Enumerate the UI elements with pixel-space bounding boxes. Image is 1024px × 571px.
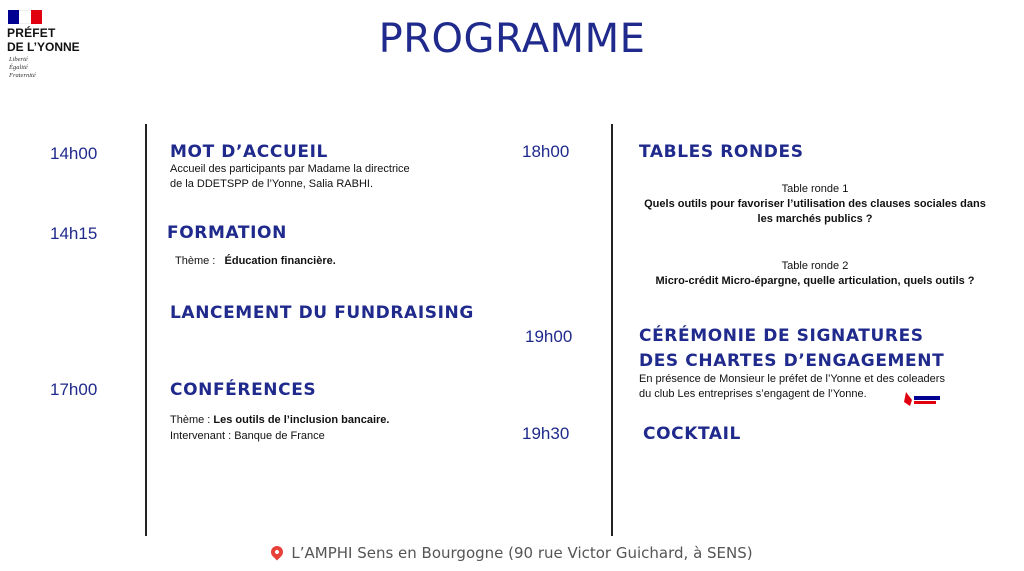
heading-ceremonie-2: DES CHARTES D’ENGAGEMENT [639, 351, 945, 371]
time-1900: 19h00 [525, 327, 573, 346]
heading-conferences: CONFÉRENCES [170, 380, 317, 400]
club-entreprises-logo [900, 388, 944, 410]
footer-location [0, 544, 1024, 562]
divider-right [611, 124, 613, 536]
theme-value: Les outils de l’inclusion bancaire. [213, 414, 390, 426]
time-1415: 14h15 [50, 224, 98, 243]
table2-title: Table ronde 2 [781, 260, 849, 272]
time-1700: 17h00 [50, 380, 98, 399]
theme-value: Éducation financière. [224, 255, 336, 267]
motto-fraternite: Fraternité [9, 72, 36, 79]
heading-fundraising: LANCEMENT DU FUNDRAISING [170, 303, 474, 323]
heading-cocktail: COCKTAIL [643, 424, 741, 444]
ceremonie-desc-1: En présence de Monsieur le préfet de l’Yonne et des coleaders [639, 373, 945, 385]
map-pin-icon [269, 544, 286, 561]
logo-de-lyonne: DE L’YONNE [7, 40, 80, 54]
conferences-theme [170, 413, 389, 428]
page-title: PROGRAMME [378, 16, 646, 62]
logo-prefet: PRÉFET [7, 26, 56, 40]
table-ronde-2 [628, 259, 1002, 289]
time-1800: 18h00 [522, 142, 570, 161]
location-text: L’AMPHI Sens en Bourgogne (90 rue Victor Guichard, à SENS) [291, 544, 753, 562]
table1-line2: les marchés publics ? [757, 213, 873, 225]
speaker-value: Banque de France [234, 430, 325, 442]
speaker-label: Intervenant : [170, 430, 232, 442]
heading-mot-accueil: MOT D’ACCUEIL [170, 142, 328, 162]
divider-left [145, 124, 147, 536]
time-1400: 14h00 [50, 144, 98, 163]
table1-line1: Quels outils pour favoriser l’utilisation des clauses sociales dans [644, 198, 986, 210]
theme-label: Thème : [170, 414, 211, 426]
motto-egalite: Égalité [9, 64, 28, 71]
heading-ceremonie-1: CÉRÉMONIE DE SIGNATURES [639, 326, 924, 346]
time-1930: 19h30 [522, 424, 570, 443]
table2-line1: Micro-crédit Micro-épargne, quelle articulation, quels outils ? [655, 275, 975, 287]
theme-label: Thème : [175, 255, 216, 267]
conferences-speaker [170, 429, 325, 444]
table-ronde-1 [628, 182, 1002, 227]
motto-liberte: Liberté [9, 56, 28, 63]
formation-theme [175, 254, 336, 269]
ceremonie-desc-2: du club Les entreprises s’engagent de l’Yonne. [639, 388, 867, 400]
heading-tables-rondes: TABLES RONDES [639, 142, 804, 162]
heading-formation: FORMATION [167, 223, 287, 243]
accueil-desc-2: de la DDETSPP de l’Yonne, Salia RABHI. [170, 178, 374, 190]
table1-title: Table ronde 1 [781, 183, 849, 195]
accueil-desc-1: Accueil des participants par Madame la directrice [170, 163, 410, 175]
